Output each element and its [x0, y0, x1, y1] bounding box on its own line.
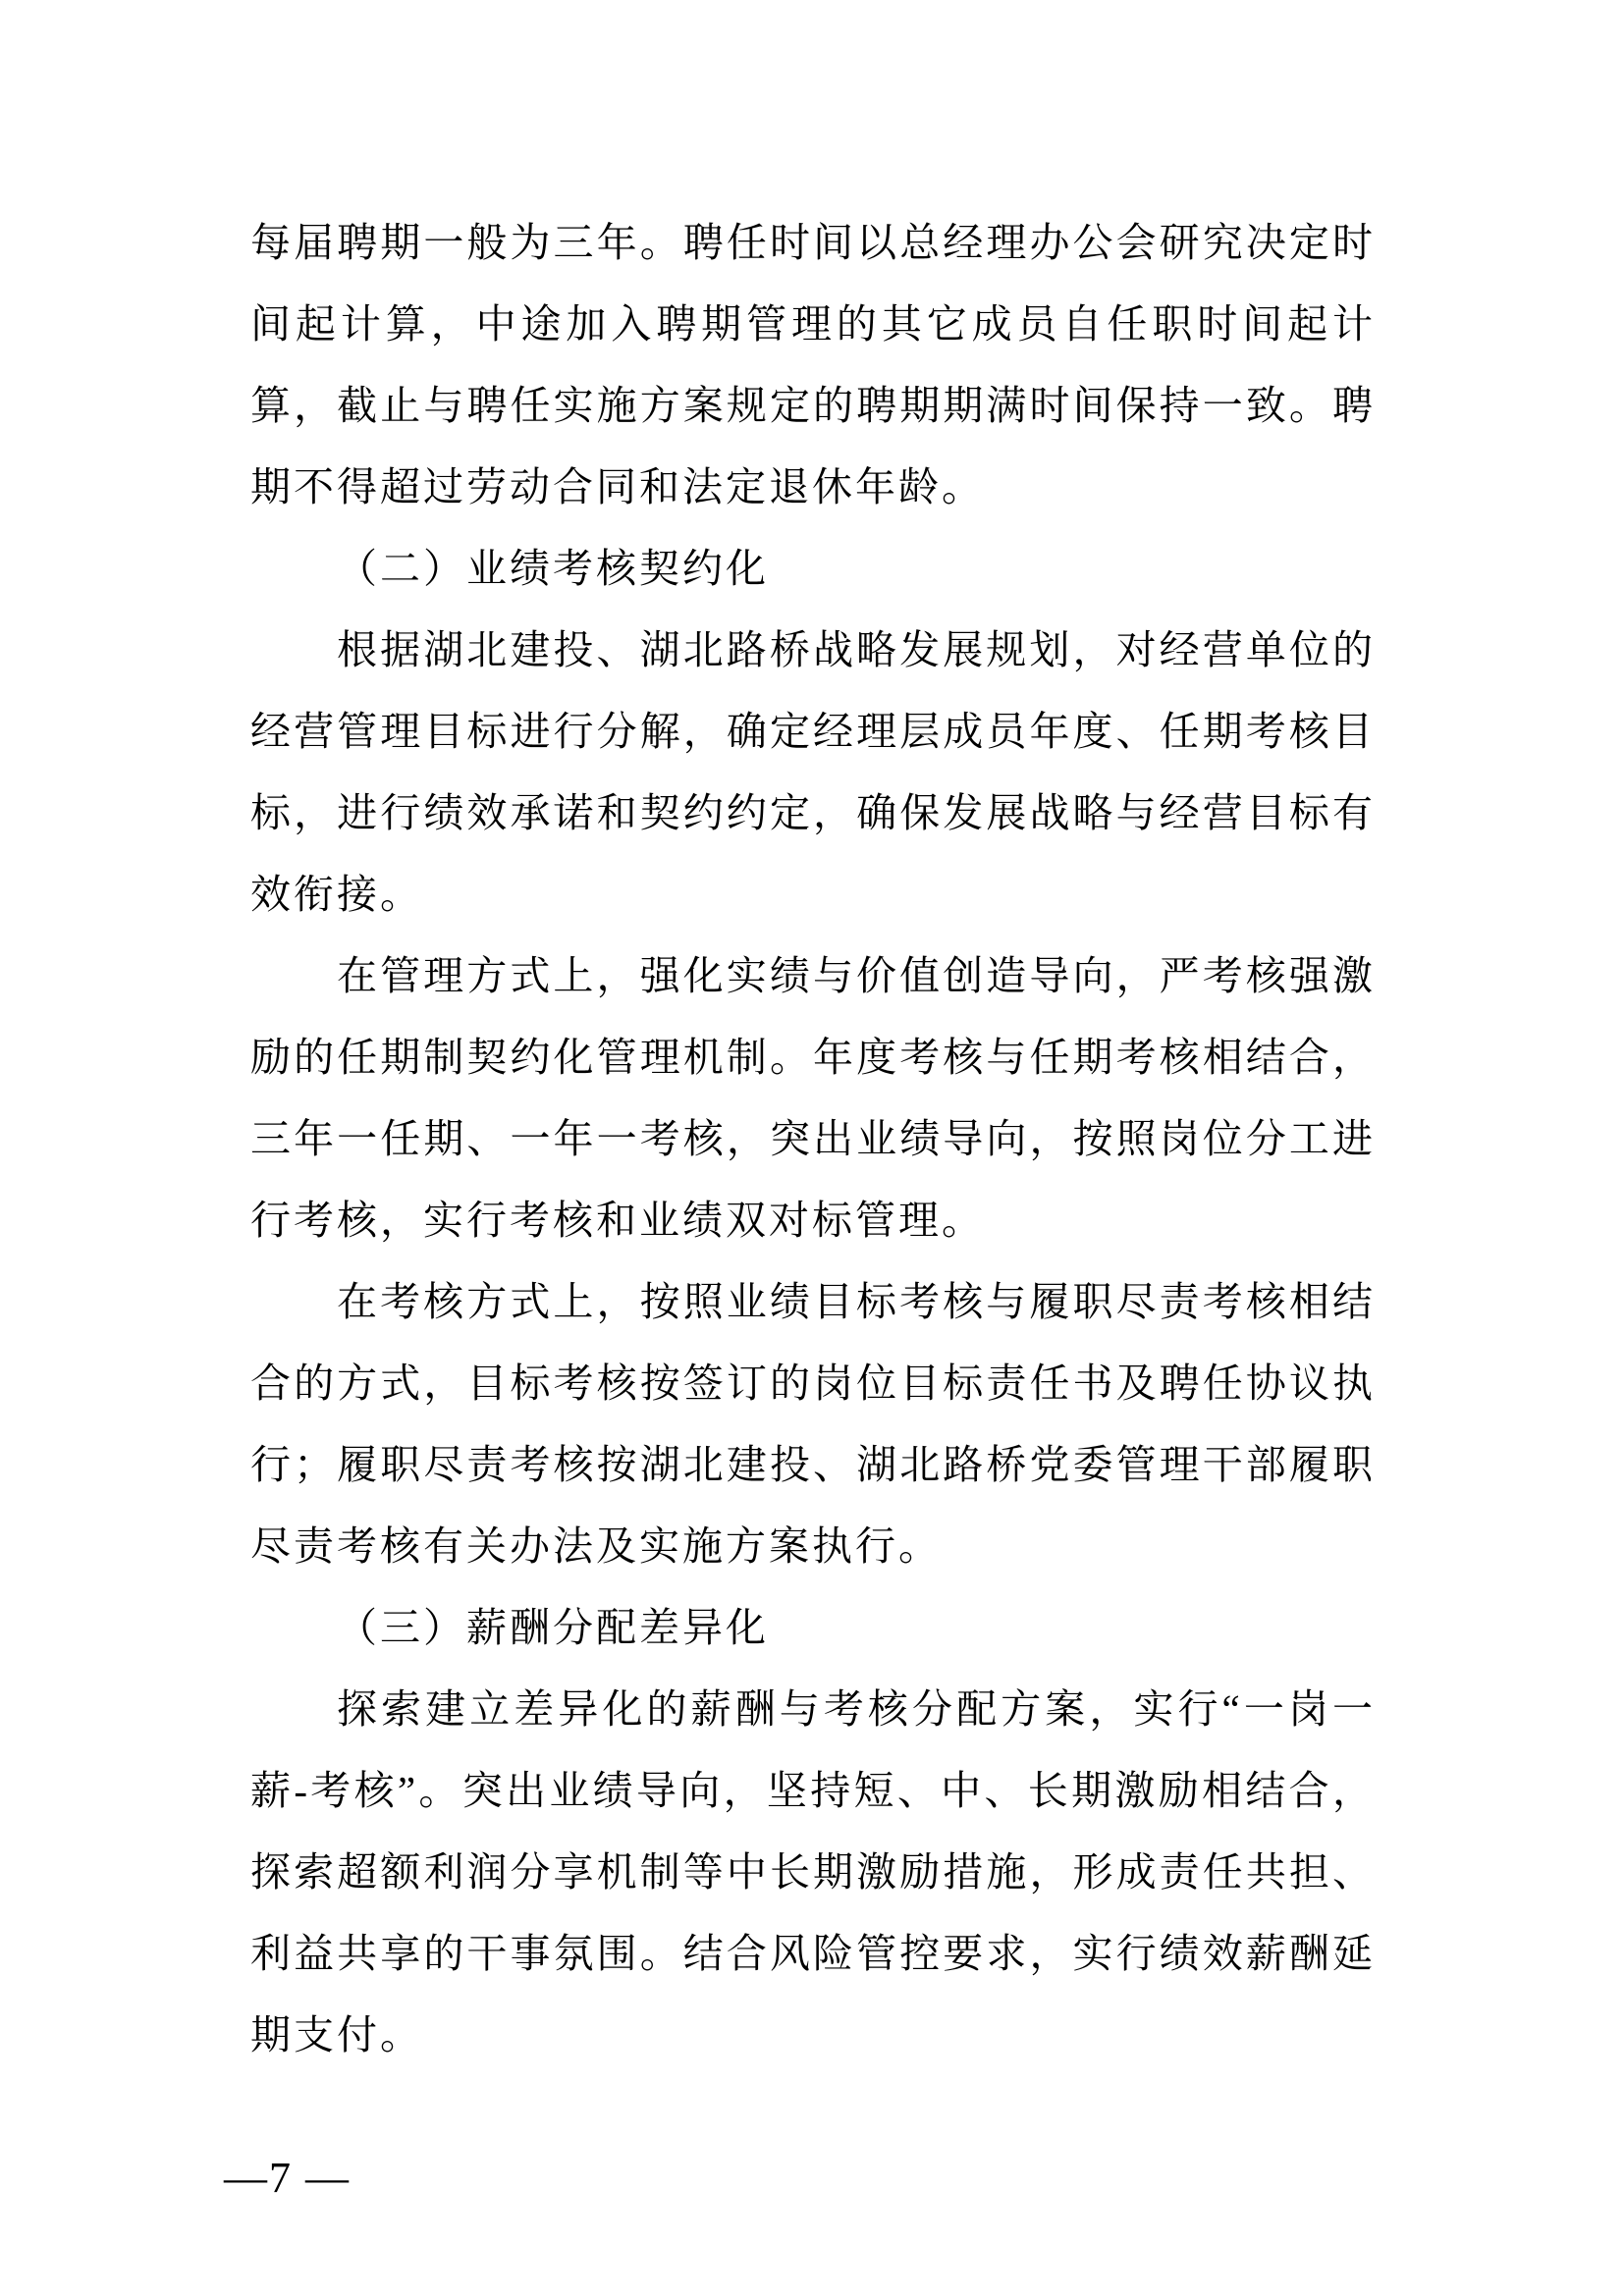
text-line: 标，进行绩效承诺和契约约定，确保发展战略与经营目标有	[250, 790, 1373, 835]
text-line: 励的任期制契约化管理机制。年度考核与任期考核相结合，	[250, 1035, 1373, 1080]
text-line: 合的方式，目标考核按签订的岗位目标责任书及聘任协议执	[250, 1361, 1373, 1406]
text-line: 在考核方式上，按照业绩目标考核与履职尽责考核相结	[337, 1279, 1373, 1324]
section-heading: （二）业绩考核契约化	[337, 546, 769, 591]
text-line: 三年一任期、一年一考核，突出业绩导向，按照岗位分工进	[250, 1116, 1373, 1161]
page-number: —7 —	[224, 2154, 351, 2202]
text-line: 期不得超过劳动合同和法定退休年龄。	[250, 464, 985, 509]
text-line: 行考核，实行考核和业绩双对标管理。	[250, 1198, 985, 1243]
text-line: 探索建立差异化的薪酬与考核分配方案，实行“一岗一	[337, 1686, 1373, 1732]
text-line: 经营管理目标进行分解，确定经理层成员年度、任期考核目	[250, 709, 1373, 754]
text-line: 行；履职尽责考核按湖北建投、湖北路桥党委管理干部履职	[250, 1442, 1373, 1487]
text-line: 每届聘期一般为三年。聘任时间以总经理办公会研究决定时	[250, 220, 1373, 265]
text-line: 在管理方式上，强化实绩与价值创造导向，严考核强激	[337, 953, 1373, 998]
text-line: 薪-考核”。突出业绩导向，坚持短、中、长期激励相结合，	[250, 1768, 1373, 1813]
text-line: 尽责考核有关办法及实施方案执行。	[250, 1523, 942, 1569]
text-line: 探索超额利润分享机制等中长期激励措施，形成责任共担、	[250, 1849, 1373, 1895]
text-line: 效衔接。	[250, 872, 423, 917]
section-heading: （三）薪酬分配差异化	[337, 1605, 769, 1650]
text-line: 间起计算，中途加入聘期管理的其它成员自任职时间起计	[250, 301, 1373, 347]
text-line: 根据湖北建投、湖北路桥战略发展规划，对经营单位的	[337, 627, 1373, 672]
text-line: 算，截止与聘任实施方案规定的聘期期满时间保持一致。聘	[250, 383, 1373, 428]
text-line: 期支付。	[250, 2012, 423, 2057]
document-body	[250, 202, 1373, 2076]
text-line: 利益共享的干事氛围。结合风险管控要求，实行绩效薪酬延	[250, 1931, 1373, 1976]
